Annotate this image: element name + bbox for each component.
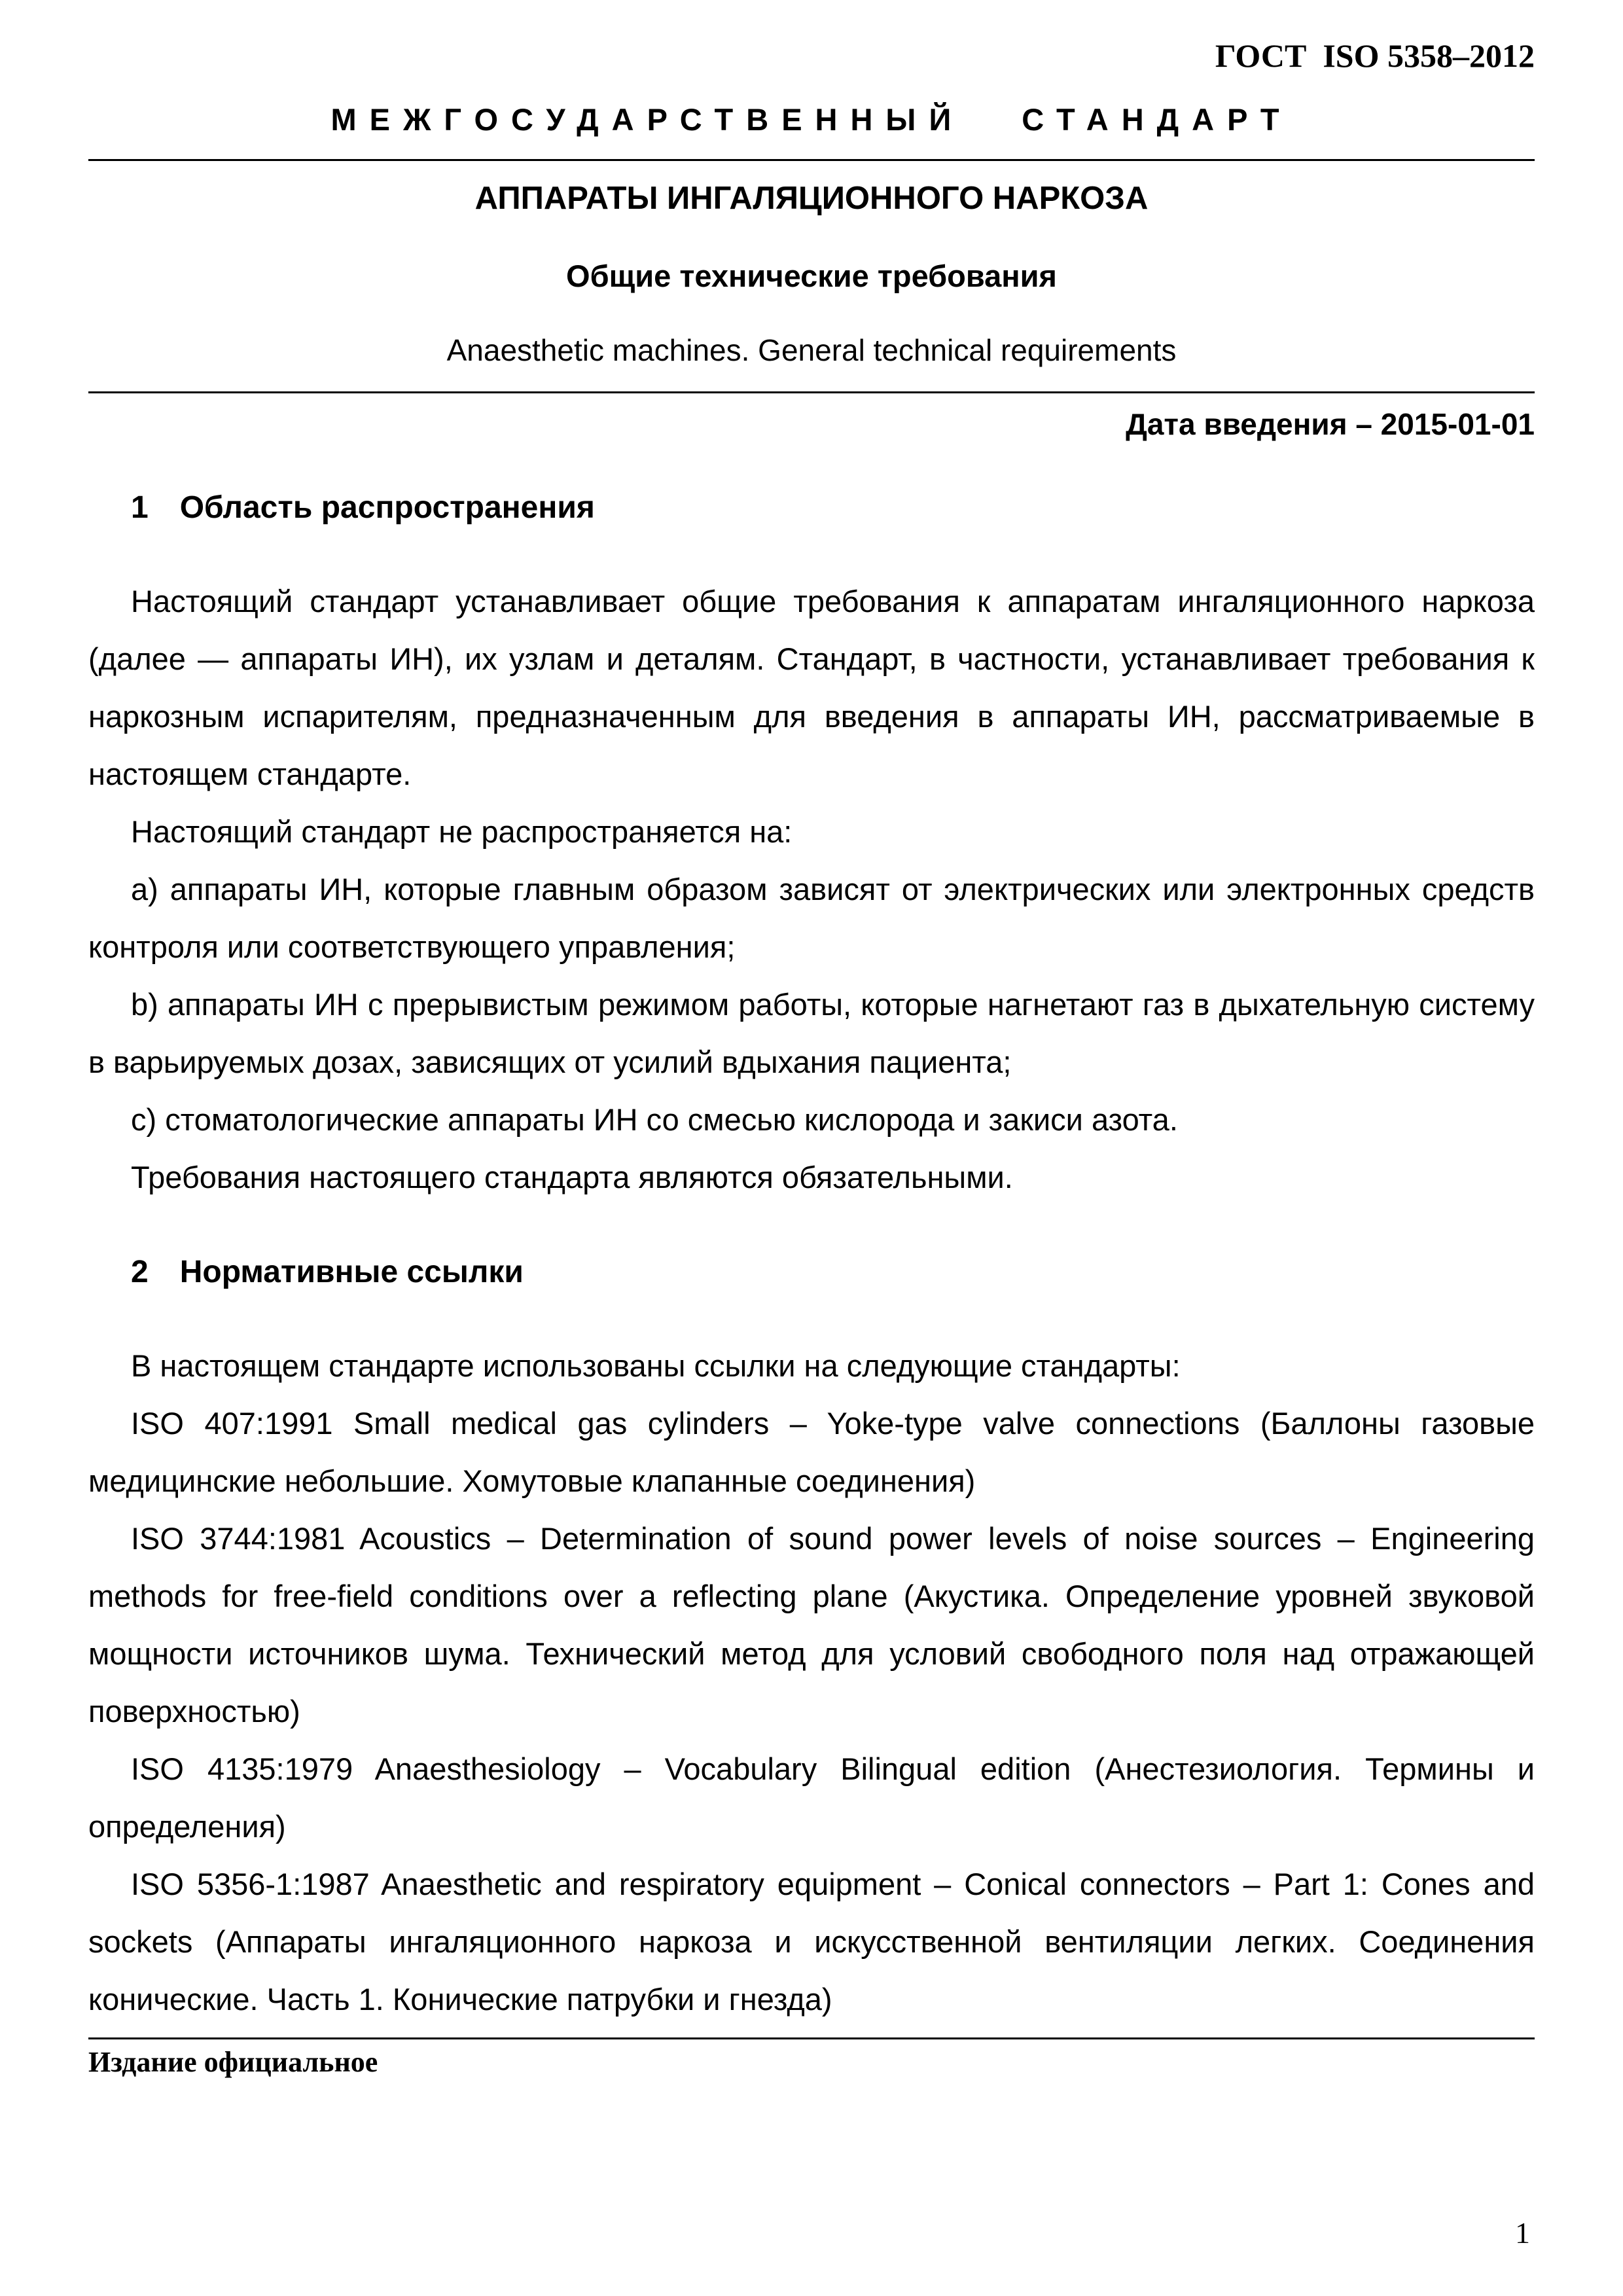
section-1-number: 1 bbox=[131, 490, 149, 525]
document-number: ГОСТ ISO 5358–2012 bbox=[1215, 37, 1535, 74]
effective-date: Дата введения – 2015-01-01 bbox=[1126, 407, 1535, 441]
section-2-title: Нормативные ссылки bbox=[179, 1255, 524, 1289]
reference-iso-5356: ISO 5356-1:1987 Anaesthetic and respiratory equipment – Conical connectors – Part 1: Cones and sockets (Аппараты ингаляционного наркоза и искусственной вентиляции легких. Соединения конические. Часть 1. Конические патрубки и гнезда) bbox=[88, 1867, 1535, 2017]
document-title-ru: АППАРАТЫ ИНГАЛЯЦИОННОГО НАРКОЗА bbox=[474, 181, 1149, 216]
page-number: 1 bbox=[1515, 2216, 1530, 2250]
scope-item-b: b) аппараты ИН с прерывистым режимом работы, которые нагнетают газ в дыхательную систему в варьируемых дозах, зависящих от усилий вдыхания пациента; bbox=[88, 987, 1535, 1079]
official-edition-note: Издание официальное bbox=[88, 2046, 378, 2078]
reference-iso-4135: ISO 4135:1979 Anaesthesiology – Vocabulary Bilingual edition (Анестезиология. Термины и определения) bbox=[88, 1751, 1535, 1844]
section-1-title: Область распространения bbox=[179, 490, 595, 525]
scope-paragraph-exclusions-lead: Настоящий стандарт не распространяется на: bbox=[131, 814, 793, 849]
section-2-number: 2 bbox=[131, 1255, 149, 1289]
document-subtitle-ru: Общие технические требования bbox=[566, 259, 1057, 293]
document-title-en: Anaesthetic machines. General technical requirements bbox=[446, 333, 1177, 367]
scope-item-a: a) аппараты ИН, которые главным образом зависят от электрических или электронных средств контроля или соответствующего управления; bbox=[88, 872, 1535, 964]
section-2-heading bbox=[88, 1253, 1535, 1291]
scope-item-c: c) стоматологические аппараты ИН со смесью кислорода и закиси азота. bbox=[131, 1102, 1178, 1137]
references-intro: В настоящем стандарте использованы ссылки на следующие стандарты: bbox=[131, 1348, 1181, 1383]
section-1-heading bbox=[88, 489, 1535, 527]
reference-iso-407: ISO 407:1991 Small medical gas cylinders – Yoke-type valve connections (Баллоны газовые медицинские небольшие. Хомутовые клапанные соединения) bbox=[88, 1406, 1535, 1498]
standard-kind-heading: МЕЖГОСУДАРСТВЕННЫЙ СТАНДАРТ bbox=[88, 101, 1535, 161]
reference-iso-3744: ISO 3744:1981 Acoustics – Determination of sound power levels of noise sources – Engineering methods for free-field conditions over a reflecting plane (Акустика. Определение уровней звуковой мощности источников шума. Технический метод для условий свободного поля над отражающей поверхностью) bbox=[88, 1521, 1535, 1729]
scope-paragraph-intro: Настоящий стандарт устанавливает общие требования к аппаратам ингаляционного наркоза (далее — аппараты ИН), их узлам и деталям. Стандарт, в частности, устанавливает требования к наркозным испарителям, предназначенным для введения в аппараты ИН, рассматриваемые в настоящем стандарте. bbox=[88, 584, 1535, 791]
scope-paragraph-mandatory: Требования настоящего стандарта являются обязательными. bbox=[131, 1160, 1013, 1194]
header-divider bbox=[88, 391, 1535, 393]
